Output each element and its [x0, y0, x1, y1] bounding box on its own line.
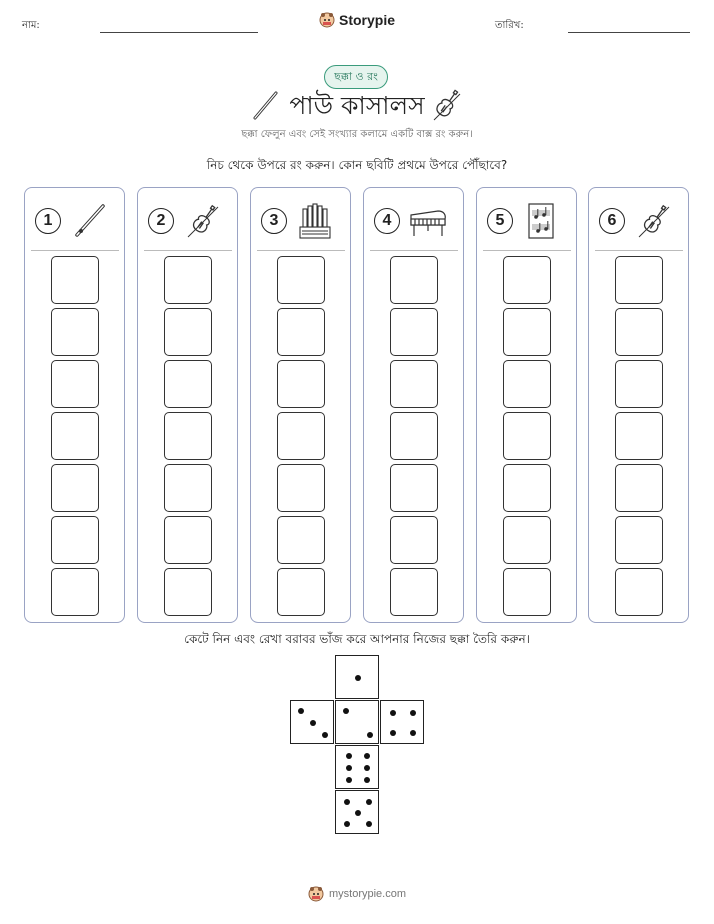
column-number: 1 [35, 208, 61, 234]
activity-badge: ছক্কা ও রং [324, 65, 388, 89]
subtitle: ছক্কা ফেলুন এবং সেই সংখ্যার কলামে একটি বাক্স রং করুন। [241, 129, 473, 140]
brand-name: Storypie [338, 12, 395, 28]
column-4 [363, 187, 464, 623]
color-box[interactable] [164, 360, 212, 408]
color-box[interactable] [615, 464, 663, 512]
die-pip [390, 730, 396, 736]
color-box[interactable] [503, 308, 551, 356]
column-divider [31, 250, 119, 251]
die-face-1 [335, 655, 379, 699]
column-divider [257, 250, 345, 251]
die-pip [367, 732, 373, 738]
footer-url[interactable]: mystorypie.com [328, 888, 407, 900]
violin-icon [633, 201, 673, 241]
color-box[interactable] [615, 256, 663, 304]
column-5 [476, 187, 577, 623]
color-box[interactable] [503, 412, 551, 460]
die-pip [344, 799, 350, 805]
die-pip [355, 675, 361, 681]
color-box[interactable] [390, 464, 438, 512]
piano-icon [408, 201, 448, 241]
die-pip [366, 821, 372, 827]
cut-instruction: কেটে নিন এবং রেখা বরাবর ভাঁজ করে আপনার নিজের ছক্কা তৈরি করুন। [184, 632, 530, 646]
color-box[interactable] [277, 464, 325, 512]
column-divider [370, 250, 458, 251]
storypie-mascot-icon [308, 886, 324, 902]
die-face-6 [335, 745, 379, 789]
die-pip [366, 799, 372, 805]
color-box[interactable] [390, 256, 438, 304]
color-box[interactable] [164, 568, 212, 616]
color-box[interactable] [51, 360, 99, 408]
column-number: 2 [148, 208, 174, 234]
die-face-2 [335, 700, 379, 744]
color-box[interactable] [164, 516, 212, 564]
color-box[interactable] [390, 360, 438, 408]
column-3 [250, 187, 351, 623]
column-divider [144, 250, 232, 251]
color-box[interactable] [615, 360, 663, 408]
die-face-4 [380, 700, 424, 744]
pipe-organ-icon [295, 201, 335, 241]
color-box[interactable] [390, 308, 438, 356]
color-box[interactable] [277, 308, 325, 356]
color-box[interactable] [615, 568, 663, 616]
instruction: নিচ থেকে উপরে রং করুন। কোন ছবিটি প্রথমে উপরে পৌঁছাবে? [206, 158, 508, 172]
column-number: 4 [374, 208, 400, 234]
color-box[interactable] [164, 412, 212, 460]
column-number: 5 [487, 208, 513, 234]
column-divider [595, 250, 683, 251]
color-box[interactable] [615, 308, 663, 356]
color-box[interactable] [503, 360, 551, 408]
date-label: তারিখ: [495, 20, 524, 31]
die-pip [410, 710, 416, 716]
die-pip [364, 765, 370, 771]
die-pip [364, 777, 370, 783]
die-pip [390, 710, 396, 716]
die-pip [364, 753, 370, 759]
name-line [100, 32, 258, 33]
die-pip [298, 708, 304, 714]
column-number: 6 [599, 208, 625, 234]
die-pip [346, 765, 352, 771]
color-box[interactable] [503, 516, 551, 564]
die-pip [355, 810, 361, 816]
color-box[interactable] [277, 516, 325, 564]
die-pip [410, 730, 416, 736]
color-box[interactable] [51, 256, 99, 304]
die-pip [310, 720, 316, 726]
color-box[interactable] [277, 412, 325, 460]
color-box[interactable] [51, 568, 99, 616]
die-pip [344, 821, 350, 827]
die-pip [346, 777, 352, 783]
color-box[interactable] [615, 516, 663, 564]
name-label: নাম: [22, 20, 40, 31]
color-box[interactable] [164, 464, 212, 512]
die-pip [346, 753, 352, 759]
page-title: পাউ কাসালস [289, 91, 425, 120]
die-pip [343, 708, 349, 714]
die-pip [322, 732, 328, 738]
column-6 [588, 187, 689, 623]
die-net [290, 655, 424, 835]
color-box[interactable] [51, 464, 99, 512]
sheet-music-icon [521, 201, 561, 241]
color-box[interactable] [390, 412, 438, 460]
color-box[interactable] [390, 568, 438, 616]
column-2 [137, 187, 238, 623]
color-box[interactable] [503, 464, 551, 512]
column-1 [24, 187, 125, 623]
color-box[interactable] [390, 516, 438, 564]
violin-icon [182, 201, 222, 241]
color-box[interactable] [164, 308, 212, 356]
color-box[interactable] [503, 256, 551, 304]
storypie-mascot-icon [319, 12, 335, 28]
color-box[interactable] [51, 308, 99, 356]
color-box[interactable] [51, 516, 99, 564]
footer [0, 886, 714, 902]
brand-logo [0, 12, 714, 28]
die-face-3 [290, 700, 334, 744]
violin-icon [430, 88, 462, 124]
flute-icon [69, 201, 109, 241]
date-line [568, 32, 690, 33]
column-number: 3 [261, 208, 287, 234]
column-divider [483, 250, 571, 251]
color-box[interactable] [51, 412, 99, 460]
color-box[interactable] [277, 360, 325, 408]
color-box[interactable] [164, 256, 212, 304]
die-face-5 [335, 790, 379, 834]
color-box[interactable] [503, 568, 551, 616]
color-box[interactable] [277, 568, 325, 616]
color-box[interactable] [615, 412, 663, 460]
color-box[interactable] [277, 256, 325, 304]
